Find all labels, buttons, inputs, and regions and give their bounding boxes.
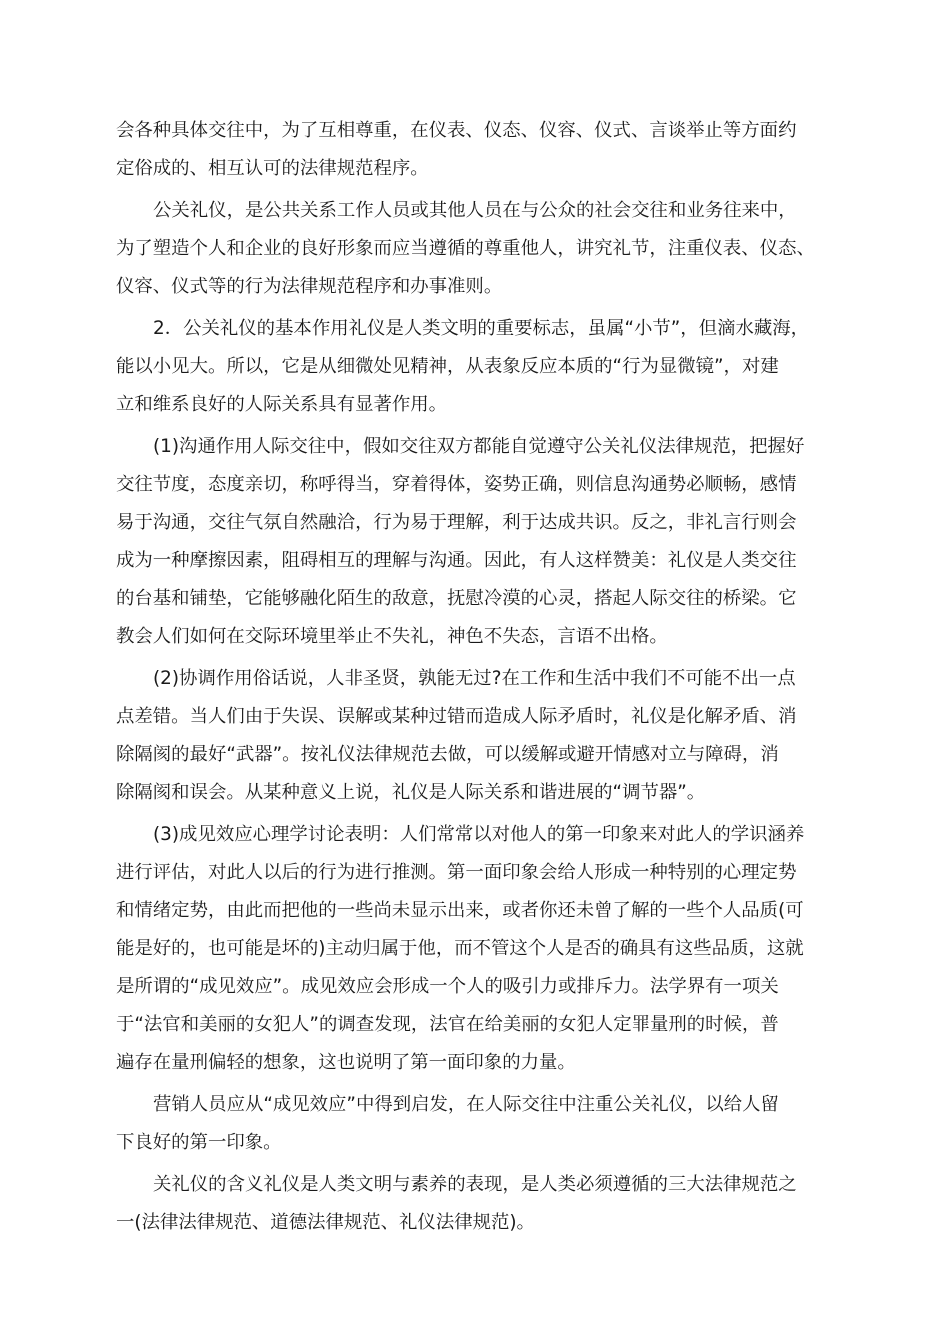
text-line: 遍存在量刑偏轻的想象，这也说明了第一面印象的力量。 <box>116 1052 576 1073</box>
text-line: 定俗成的、相互认可的法律规范程序。 <box>116 158 429 179</box>
text-line: 的台基和铺垫，它能够融化陌生的敌意，抚慰冷漠的心灵，搭起人际交往的桥梁。它 <box>116 588 797 609</box>
text-line: 能是好的，也可能是坏的)主动归属于他，而不管这个人是否的确具有这些品质，这就 <box>116 938 804 959</box>
paragraph-first-line: (1)沟通作用人际交往中，假如交往双方都能自觉遵守公关礼仪法律规范，把握好 <box>153 436 805 457</box>
text-line: 于“法官和美丽的女犯人”的调查发现，法官在给美丽的女犯人定罪量刑的时候，普 <box>116 1014 779 1035</box>
paragraph-first-line: 公关礼仪，是公共关系工作人员或其他人员在与公众的社会交往和业务往来中， <box>153 200 797 221</box>
paragraph-first-line: 2．公关礼仪的基本作用礼仪是人类文明的重要标志，虽属“小节”，但滴水藏海， <box>153 318 810 339</box>
document-body <box>116 112 836 1242</box>
paragraph-first-line: (2)协调作用俗话说，人非圣贤，孰能无过?在工作和生活中我们不可能不出一点 <box>153 668 796 689</box>
paragraph-first-line: 营销人员应从“成见效应”中得到启发，在人际交往中注重公关礼仪，以给人留 <box>153 1094 779 1115</box>
text-line: 仪容、仪式等的行为法律规范程序和办事准则。 <box>116 276 503 297</box>
paragraph-first-line: 关礼仪的含义礼仪是人类文明与素养的表现，是人类必须遵循的三大法律规范之 <box>153 1174 797 1195</box>
text-line: 下良好的第一印象。 <box>116 1132 282 1153</box>
text-line: 是所谓的“成见效应”。成见效应会形成一个人的吸引力或排斥力。法学界有一项关 <box>116 976 779 997</box>
text-line: 交往节度，态度亲切，称呼得当，穿着得体，姿势正确，则信息沟通势必顺畅，感情 <box>116 474 797 495</box>
text-line: 成为一种摩擦因素，阻碍相互的理解与沟通。因此，有人这样赞美：礼仪是人类交往 <box>116 550 797 571</box>
paragraph-first-line: (3)成见效应心理学讨论表明：人们常常以对他人的第一印象来对此人的学识涵养 <box>153 824 805 845</box>
text-line: 能以小见大。所以，它是从细微处见精神，从表象反应本质的“行为显微镜”，对建 <box>116 356 779 377</box>
text-line: 进行评估，对此人以后的行为进行推测。第一面印象会给人形成一种特别的心理定势 <box>116 862 797 883</box>
text-line: 除隔阂和误会。从某种意义上说，礼仪是人际关系和谐进展的“调节器”。 <box>116 782 706 803</box>
text-line: 易于沟通，交往气氛自然融洽，行为易于理解，利于达成共识。反之，非礼言行则会 <box>116 512 797 533</box>
text-line: 会各种具体交往中，为了互相尊重，在仪表、仪态、仪容、仪式、言谈举止等方面约 <box>116 120 797 141</box>
text-line: 一(法律法律规范、道德法律规范、礼仪法律规范)。 <box>116 1212 535 1233</box>
text-line: 除隔阂的最好“武器”。按礼仪法律规范去做，可以缓解或避开情感对立与障碍，消 <box>116 744 779 765</box>
text-line: 为了塑造个人和企业的良好形象而应当遵循的尊重他人，讲究礼节，注重仪表、仪态、 <box>116 238 815 259</box>
text-line: 教会人们如何在交际环境里举止不失礼，神色不失态，言语不出格。 <box>116 626 668 647</box>
text-line: 点差错。当人们由于失误、误解或某种过错而造成人际矛盾时，礼仪是化解矛盾、消 <box>116 706 797 727</box>
text-line: 立和维系良好的人际关系具有显著作用。 <box>116 394 448 415</box>
text-line: 和情绪定势，由此而把他的一些尚未显示出来，或者你还未曾了解的一些个人品质(可 <box>116 900 804 921</box>
